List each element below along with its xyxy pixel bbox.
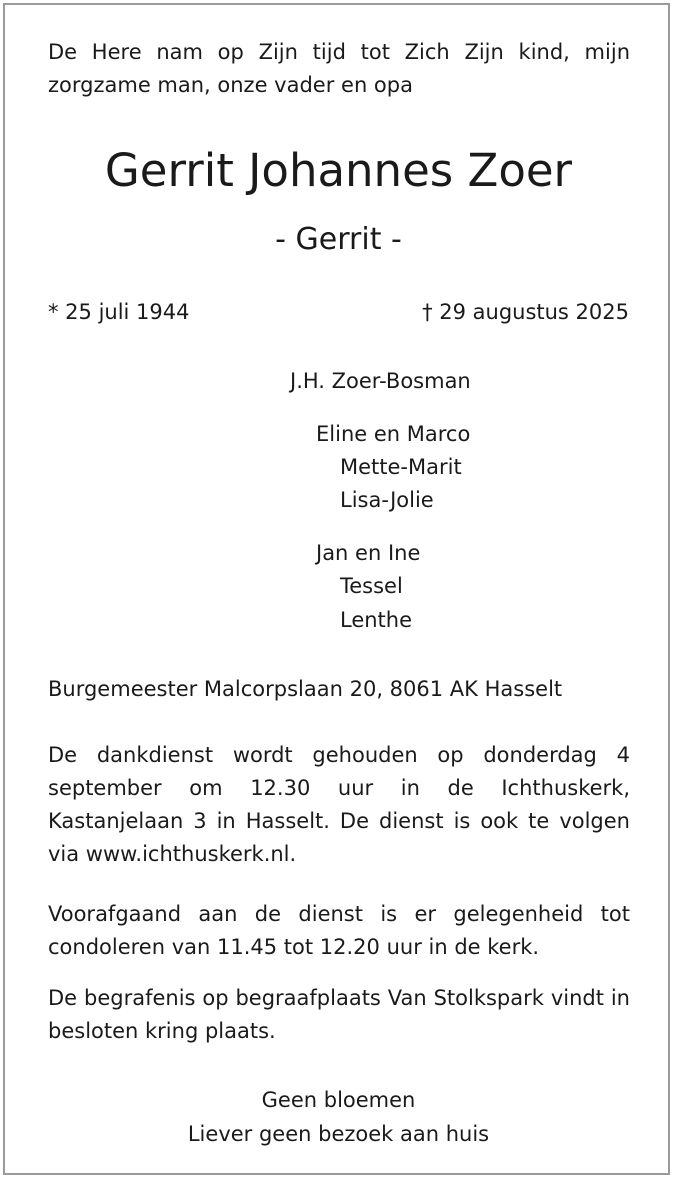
grandchild-name: Mette-Marit [340,455,462,479]
family-parents-1: Eline en Marco [316,422,471,446]
grandchild-name: Lenthe [340,608,413,632]
grandchild-name: Tessel [340,574,403,598]
intro-text: De Here nam op Zijn tijd tot Zich Zijn kind, mijn zorgzame man, onze vader en opa [48,40,630,97]
service-paragraph: De dankdienst wordt gehouden op donderdag 4 september om 12.30 uur in de Ichthuskerk, Kastanjelaan 3 in Hasselt. De dienst is ook te volgen via www.ichthuskerk.nl. [48,743,630,866]
burial-paragraph: De begrafenis op begraafplaats Van Stolkspark vindt in besloten kring plaats. [48,986,630,1043]
birth-date: * 25 juli 1944 [48,300,190,324]
address-line: Burgemeester Malcorpslaan 20, 8061 AK Hasselt [48,677,563,701]
closing-line: Liever geen bezoek aan huis [187,1122,490,1146]
deceased-name: Gerrit Johannes Zoer [104,144,573,197]
condolence-paragraph: Voorafgaand aan de dienst is er gelegenheid tot condoleren van 11.45 tot 12.20 uur in de kerk. [48,902,630,959]
grandchild-name: Lisa-Jolie [340,488,434,512]
spouse-name: J.H. Zoer-Bosman [290,369,471,393]
closing-line: Geen bloemen [261,1088,416,1112]
death-date: † 29 augustus 2025 [422,300,629,324]
deceased-nickname: - Gerrit - [275,222,402,257]
family-parents-2: Jan en Ine [316,541,421,565]
